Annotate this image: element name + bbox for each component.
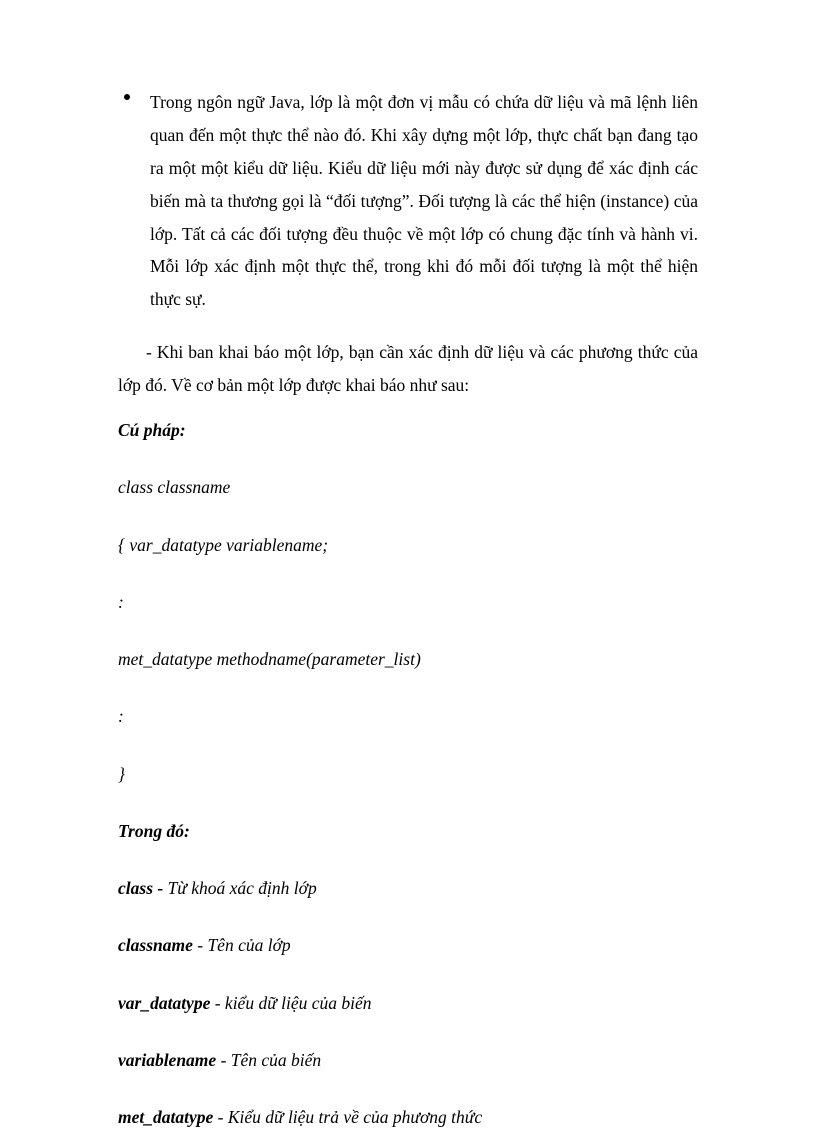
definition-description: - Tên của biến [216,1049,322,1070]
definition-term: variablename [118,1049,217,1070]
spacer [118,848,698,860]
syntax-heading: Cú pháp: [118,420,186,441]
definition-item [118,860,698,917]
definition-item [118,975,698,1032]
spacer [118,447,698,459]
spacer [118,803,698,815]
code-line-6: } [118,763,125,784]
code-line-2: { var_datatype variablename; [118,534,329,555]
definition-term: var_datatype [118,992,211,1013]
code-line-3: : [118,591,124,612]
code-line-5: : [118,706,124,727]
definition-item [118,1032,698,1089]
bullet-paragraph-block [118,86,698,316]
code-line-4: met_datatype methodname(parameter_list) [118,649,421,670]
definition-term: classname [118,935,193,956]
bullet-point-icon [124,94,130,100]
spacer [118,316,698,336]
code-line-1: class classname [118,477,231,498]
definition-description: - Tên của lớp [192,935,291,956]
declaration-paragraph: - Khi ban khai báo một lớp, bạn cần xác định dữ liệu và các phương thức của lớp đó. Về cơ bản một lớp được khai báo như sau: [118,342,698,396]
intro-paragraph: Trong ngôn ngữ Java, lớp là một đơn vị mẫu có chứa dữ liệu và mã lệnh liên quan đến một thực thể nào đó. Khi xây dựng một lớp, thực chất bạn đang tạo ra một một kiểu dữ liệu. Kiểu dữ liệu mới này được sử dụng để xác định các biến mà ta thương gọi là “đối tượng”. Đối tượng là các thể hiện (instance) của lớp. Tất cả các đối tượng đều thuộc về một lớp có chung đặc tính và hành vi. Mỗi lớp xác định một thực thể, trong khi đó mỗi đối tượng là một thể hiện thực sự. [150,92,698,310]
definition-term: met_datatype [118,1107,214,1128]
spacer [118,402,698,414]
where-heading: Trong đó: [118,820,190,841]
definition-item [118,1089,698,1146]
definition-item [118,917,698,974]
definition-description: - kiểu dữ liệu của biến [210,992,372,1013]
definition-description: - Kiểu dữ liệu trả về của phương thức [213,1107,483,1128]
definition-term: class - [118,878,164,899]
definition-description: Từ khoá xác định lớp [163,878,317,899]
